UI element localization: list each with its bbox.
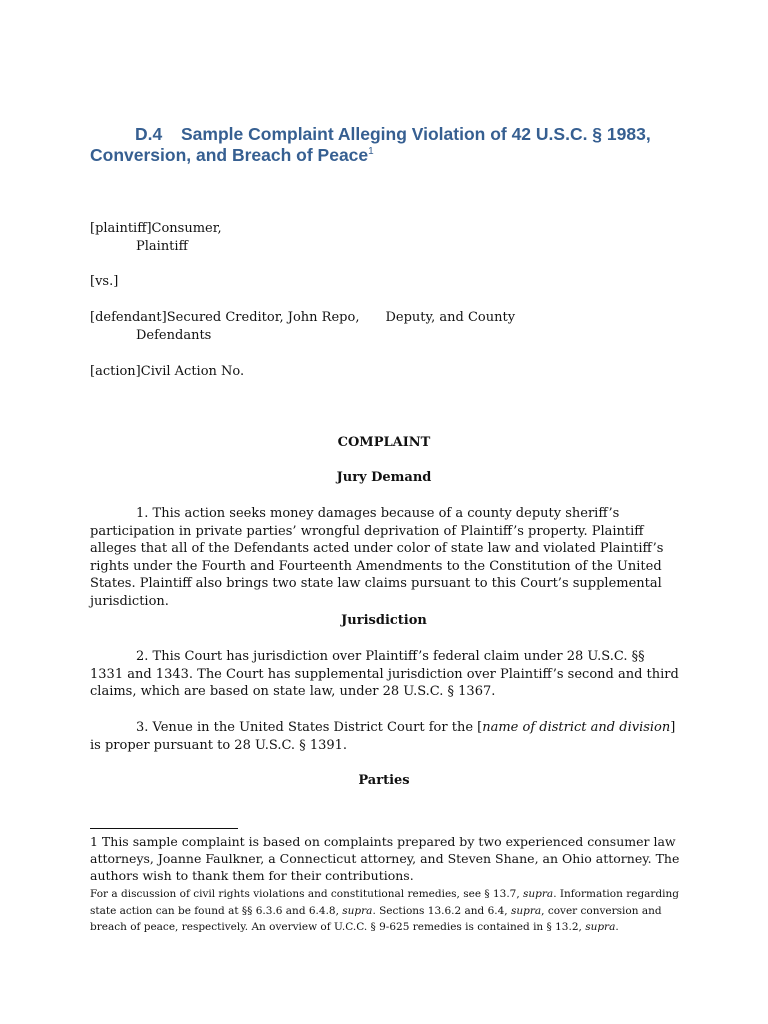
fn2-text-c: . Sections 13.6.2 and 6.4, — [372, 904, 511, 917]
paragraph-3 — [90, 719, 680, 754]
defendant-names-b: Deputy, and County — [385, 310, 516, 325]
fn2-supra-4: supra — [585, 921, 616, 933]
fn2-supra-1: supra — [523, 888, 554, 900]
title-line-2: Conversion, and Breach of Peace — [90, 145, 369, 165]
defendant-role: Defendants — [136, 328, 212, 343]
paragraph-3-text-a: 3. Venue in the United States District Court for the [ — [136, 720, 483, 735]
paragraph-2 — [90, 648, 680, 701]
action-text: Civil Action No. — [140, 364, 245, 379]
plaintiff-tag: [plaintiff] — [90, 221, 152, 236]
heading-jurisdiction: Jurisdiction — [341, 613, 427, 628]
section-title — [90, 124, 710, 166]
caption-plaintiff — [90, 220, 222, 256]
fn2-text-a: For a discussion of civil rights violations and constitutional remedies, see § 13.7, — [90, 888, 524, 900]
heading-jury-demand: Jury Demand — [336, 470, 432, 485]
heading-parties: Parties — [358, 773, 410, 788]
caption-vs: [vs.] — [90, 274, 119, 289]
paragraph-1-text: 1. This action seeks money damages because of a county deputy sheriff’s participation in private parties’ wrongful deprivation of Plaintiff’s property. Plaintiff alleges that all of the Defendants acted under color of state law and violated Plaintiff’s rights under the Fourth and Fourteenth Amendments to the Constitution of the United States. Plaintiff also brings two state law claims pursuant to this Court’s supplemental jurisdiction. — [90, 506, 664, 609]
fn2-text-e: . — [615, 921, 619, 933]
plaintiff-role: Plaintiff — [136, 239, 188, 254]
fn2-text-b: . Information regarding state action can be found at §§ 6.3.6 and 6.4.8, — [90, 888, 680, 917]
footnote-2 — [90, 886, 680, 936]
defendant-names-a: Secured Creditor, John Repo, — [166, 310, 360, 325]
fn2-text-d: , cover conversion and breach of peace, respectively. An overview of U.C.C. § 9-625 remedies is contained in § 13.2, — [90, 904, 662, 933]
footnote-separator — [90, 828, 238, 829]
fn2-supra-2: supra — [342, 904, 373, 917]
paragraph-1 — [90, 505, 680, 611]
paragraph-3-placeholder: name of district and division — [482, 720, 671, 735]
footnote-reference[interactable]: 1 — [368, 146, 374, 158]
defendant-tag: [defendant] — [90, 310, 167, 325]
caption-defendant — [90, 309, 515, 345]
fn2-supra-3: supra — [510, 904, 542, 917]
plaintiff-name: Consumer, — [151, 221, 222, 236]
title-line-1: Sample Complaint Alleging Violation of 42 U.S.C. § 1983, — [181, 124, 651, 144]
caption-action — [90, 363, 244, 381]
paragraph-2-text: 2. This Court has jurisdiction over Plaintiff’s federal claim under 28 U.S.C. §§ 1331 and 1343. The Court has supplemental jurisdiction over Plaintiff’s second and third claims, which are based on state law, under 28 U.S.C. § 1367. — [90, 649, 679, 700]
section-number: D.4 — [135, 124, 163, 144]
heading-complaint: COMPLAINT — [337, 435, 431, 450]
footnote-1: 1 This sample complaint is based on complaints prepared by two experienced consumer law attorneys, Joanne Faulkner, a Connecticut attorney, and Steven Shane, an Ohio attorney. The authors wish to thank them for their contributions. — [90, 834, 680, 883]
paragraph-3-text-b: ] is proper pursuant to 28 U.S.C. § 1391. — [90, 720, 676, 753]
action-tag: [action] — [90, 364, 141, 379]
